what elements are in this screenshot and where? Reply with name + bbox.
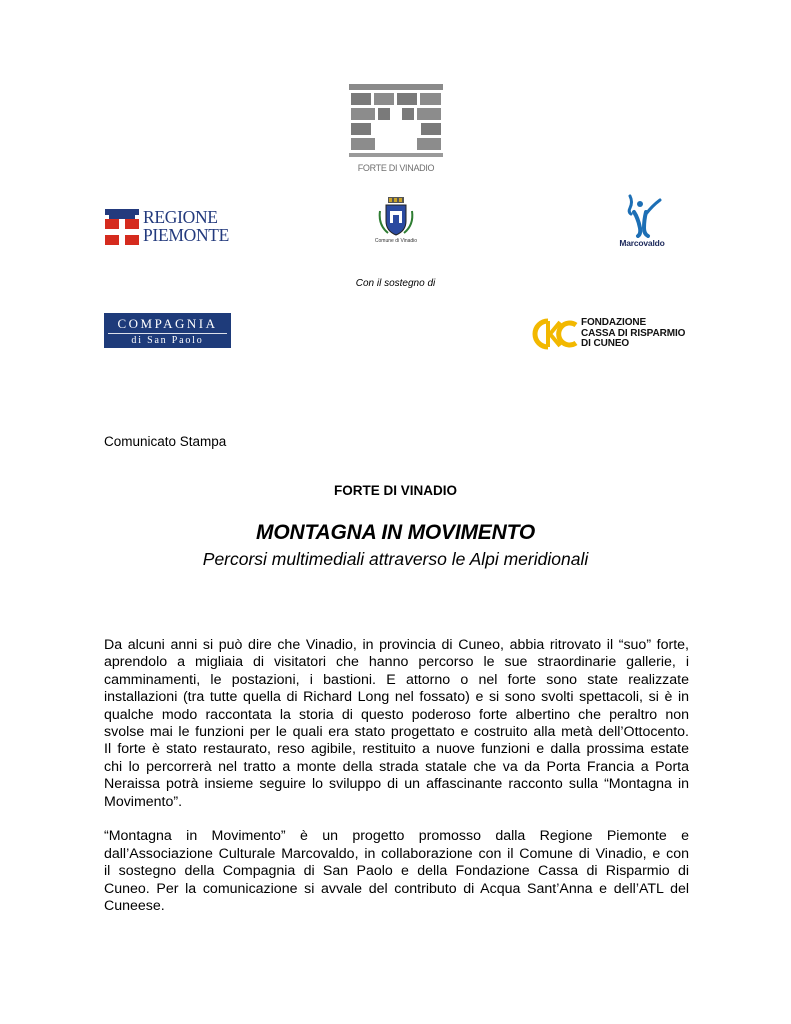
crc-monogram-icon — [530, 317, 578, 351]
text-line: svolse mai le funzioni per le quali era stato progettato e costruito alla metà dell’Ottocento. — [104, 724, 689, 741]
forte-logo-caption: FORTE DI VINADIO — [357, 163, 435, 173]
compagnia-di-san-paolo-logo — [104, 313, 231, 348]
paragraph-1 — [104, 637, 689, 811]
subtitle: Percorsi multimediali attraverso le Alpi meridionali — [202, 549, 589, 569]
coat-of-arms-icon — [374, 197, 418, 237]
text-line: Cuneese. — [104, 898, 165, 915]
text-line: aprendolo a migliaia di visitatori che hanno percorso le sue straordinarie gallerie, i — [104, 654, 689, 671]
fortress-icon — [349, 84, 443, 162]
fondazione-line2: CASSA DI RISPARMIO — [581, 327, 686, 339]
paragraph-2 — [104, 828, 689, 915]
regione-line2: PIEMONTE — [143, 225, 230, 245]
marcovaldo-caption: Marcovaldo — [619, 238, 665, 248]
text-line: installazioni (tra tutte quella di Richard Long nel fossato) e si sono svolti spettacoli, si è in — [104, 689, 689, 706]
marcovaldo-figure-icon — [616, 194, 668, 238]
text-line: chi lo percorrerà nel tratto a monte della strada statale che va da Porta Francia a Porta — [104, 758, 689, 775]
fondazione-line1: FONDAZIONE — [581, 317, 647, 328]
fondazione-line3: DI CUNEO — [581, 338, 630, 349]
regione-line1: REGIONE — [143, 207, 218, 227]
fondazione-crc-logo — [530, 317, 690, 351]
document-type: Comunicato Stampa — [104, 434, 227, 449]
text-line: qualche modo raccontata la storia di questo poderoso forte albertino che peraltro non — [104, 706, 689, 723]
forte-di-vinadio-logo — [349, 84, 443, 176]
comune-logo-caption: Comune di Vinadio — [374, 238, 418, 244]
heading: FORTE DI VINADIO — [333, 483, 457, 498]
piemonte-flag-icon — [105, 209, 139, 245]
comune-di-vinadio-logo — [374, 197, 418, 247]
text-line: Il forte è stato restaurato, reso agibile, restituito a nuove funzioni e dalla prossima estate — [104, 741, 689, 758]
sponsor-label: Con il sostegno di — [355, 278, 436, 289]
regione-piemonte-logo — [105, 208, 230, 246]
marcovaldo-logo — [616, 194, 668, 250]
compagnia-line1: COMPAGNIA — [117, 316, 218, 331]
text-line: “Montagna in Movimento” è un progetto promosso dalla Regione Piemonte e — [104, 828, 689, 845]
body-text — [104, 637, 689, 915]
page-title: MONTAGNA IN MOVIMENTO — [256, 521, 535, 544]
text-line: Neraissa potrà insieme seguire lo sviluppo di un affascinante racconto sulla “Montagna in — [104, 776, 689, 793]
text-line: il sostegno della Compagnia di San Paolo e della Fondazione Cassa di Risparmio di — [104, 863, 689, 880]
text-line: Da alcuni anni si può dire che Vinadio, in provincia di Cuneo, abbia ritrovato il “suo” forte, — [104, 637, 689, 653]
text-line: Movimento”. — [104, 793, 183, 810]
text-line: dall’Associazione Culturale Marcovaldo, in collaborazione con il Comune di Vinadio, e con — [104, 845, 689, 862]
text-line: camminamenti, le postazioni, i bastioni. E attorno o nel forte sono state realizzate — [104, 671, 689, 688]
compagnia-divider — [108, 333, 227, 334]
compagnia-line2: di San Paolo — [131, 335, 204, 346]
text-line: Cuneo. Per la comunicazione si avvale del contributo di Acqua Sant’Anna e dell’ATL del — [104, 880, 689, 897]
